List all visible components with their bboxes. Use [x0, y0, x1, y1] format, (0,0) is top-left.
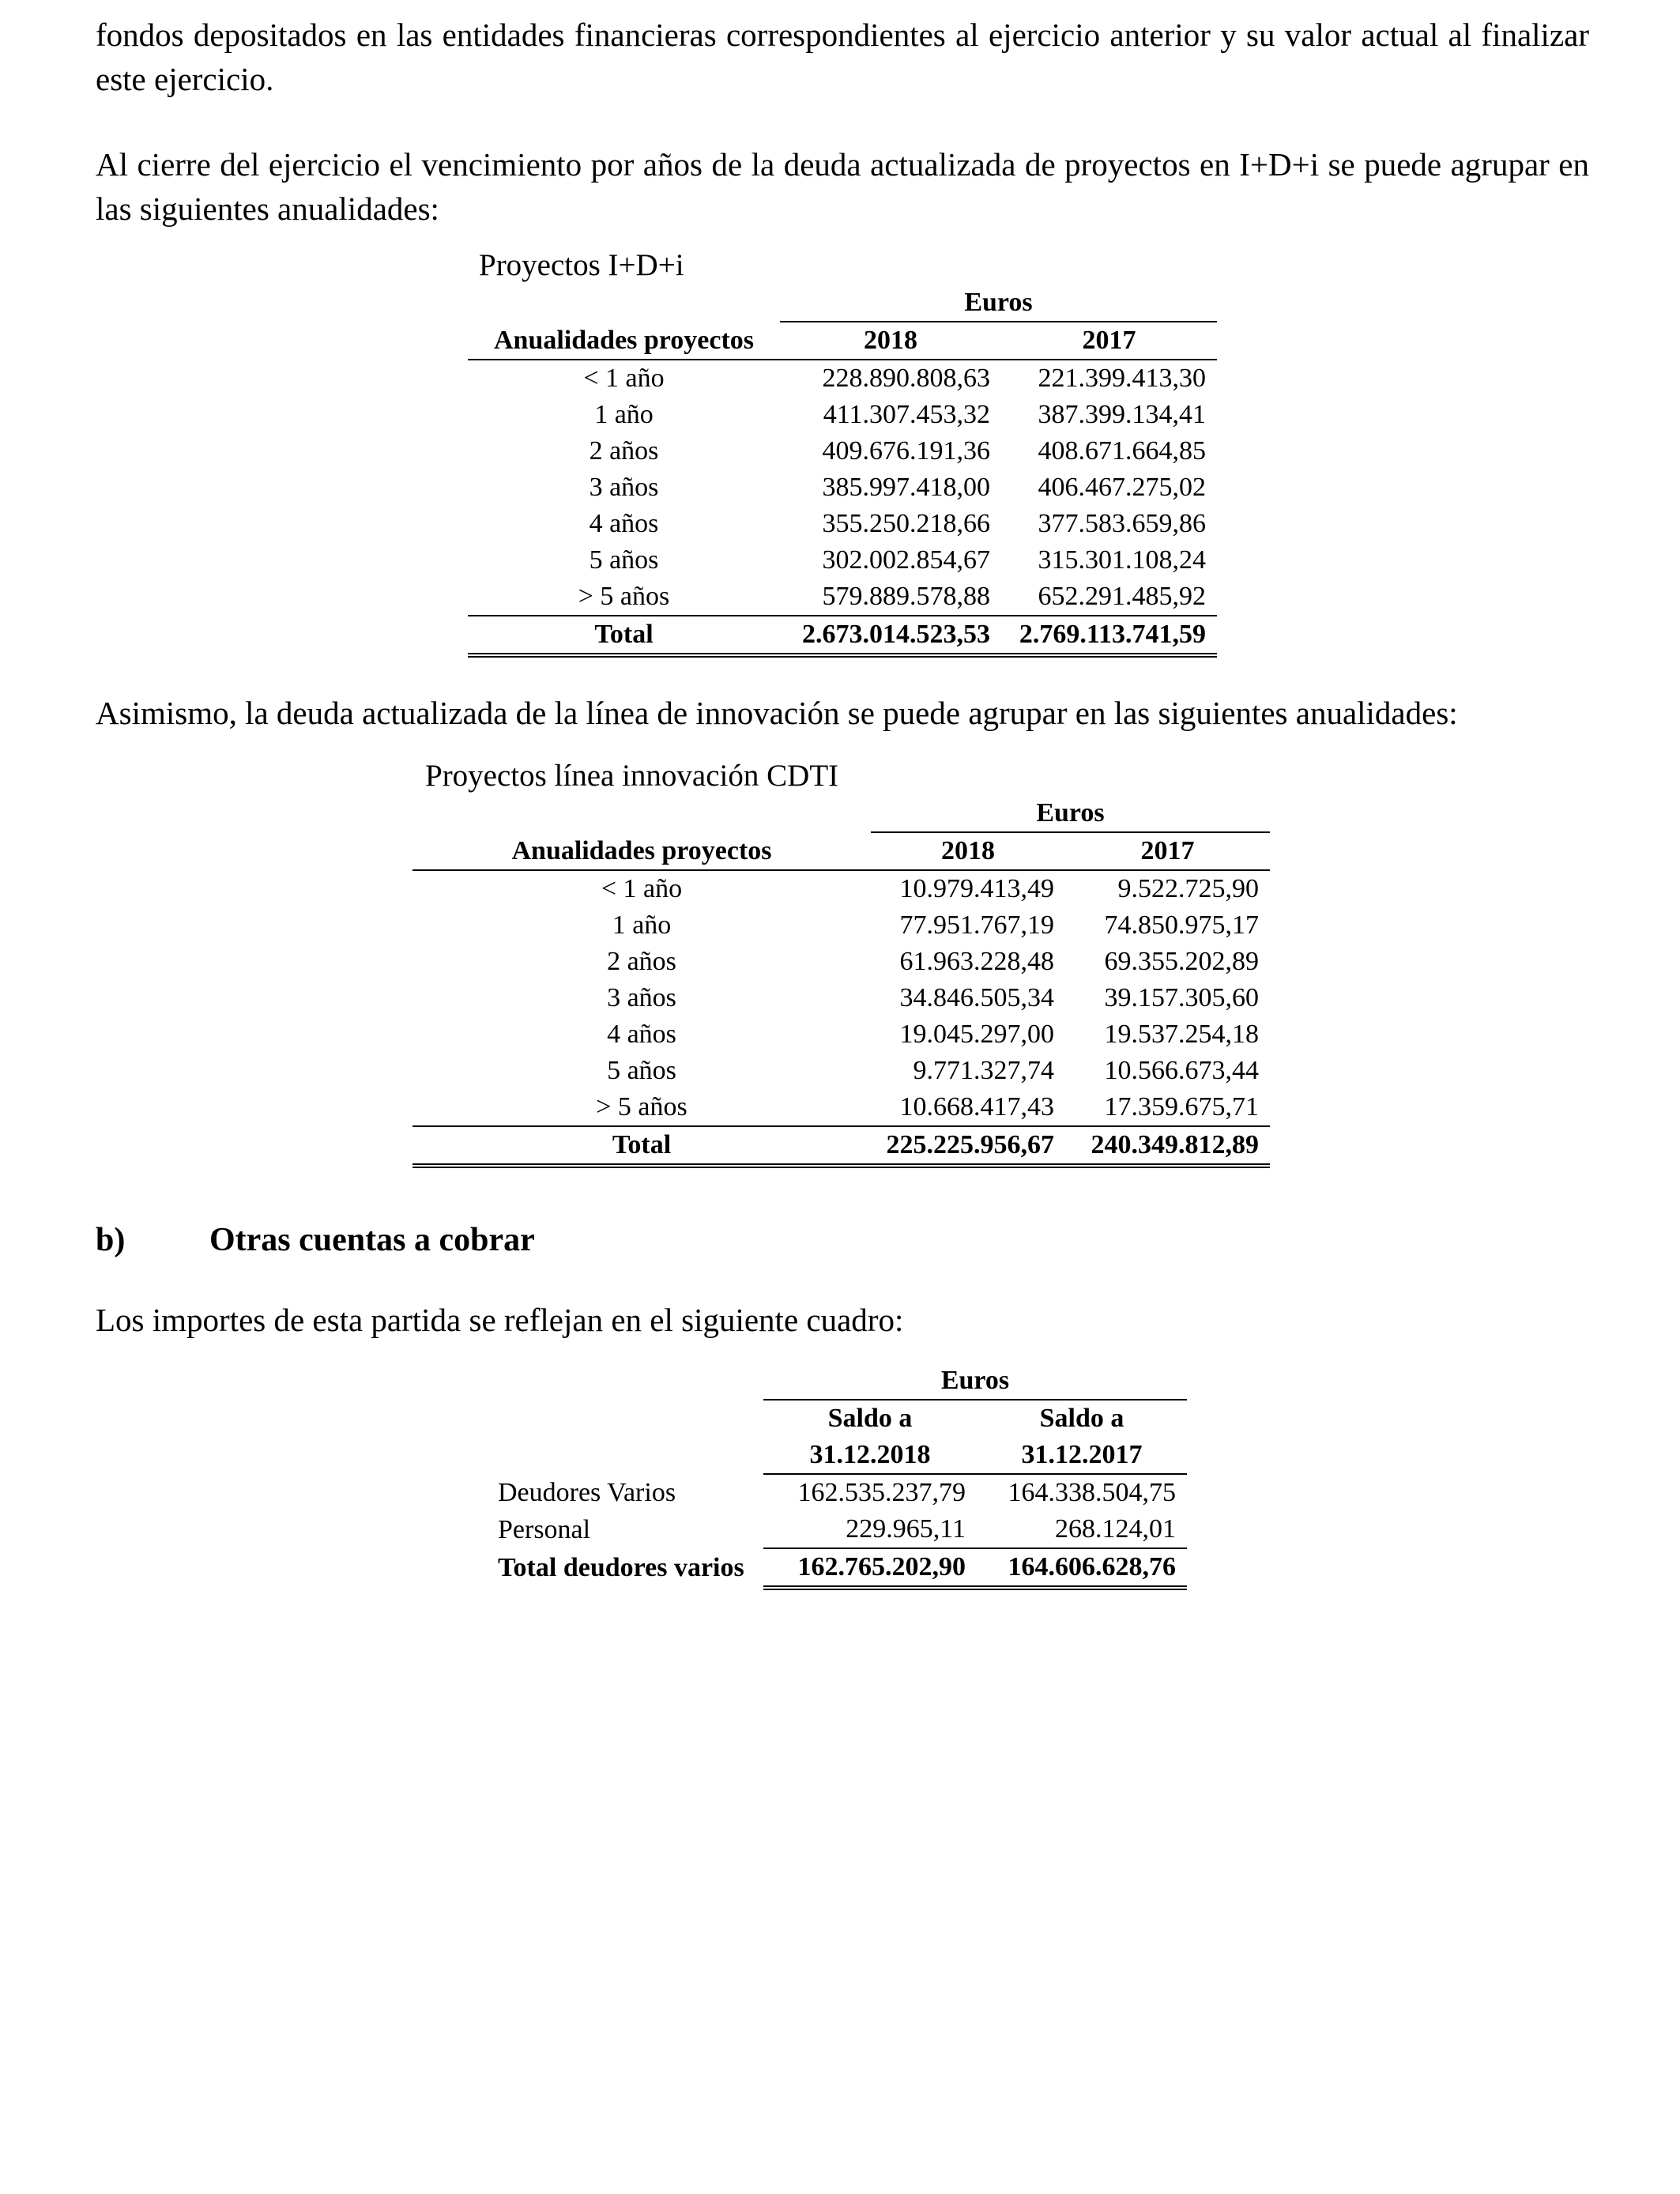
- row-label: 1 año: [594, 400, 654, 429]
- value-2018: 34.846.505,34: [899, 983, 1054, 1012]
- row-label: 5 años: [607, 1056, 676, 1085]
- value-2017: 164.338.504,75: [1008, 1478, 1176, 1507]
- row-label: 3 años: [607, 983, 676, 1012]
- value-2018: 10.668.417,43: [899, 1092, 1054, 1122]
- table-row: [468, 469, 1217, 506]
- table-row: [468, 397, 1217, 433]
- total-2017: 2.769.113.741,59: [1001, 616, 1217, 655]
- paragraph-other-receivables: Los importes de esta partida se reflejan en el siguiente cuadro:: [96, 1302, 904, 1338]
- table2-year-2018: 2018: [871, 832, 1065, 870]
- table-row: [412, 870, 1270, 907]
- table2-currency-header: Euros: [871, 795, 1270, 832]
- total-label: Total: [412, 1126, 871, 1166]
- table-row: [468, 506, 1217, 542]
- value-2017: 377.583.659,86: [1038, 509, 1206, 538]
- table2-caption: Proyectos línea innovación CDTI: [425, 759, 839, 793]
- table2-year-2017: 2017: [1065, 832, 1270, 870]
- value-2018: 229.965,11: [846, 1514, 966, 1544]
- table-row: [412, 980, 1270, 1016]
- row-label: 2 años: [607, 947, 676, 976]
- value-2017: 19.537.254,18: [1104, 1020, 1259, 1049]
- table-other-receivables: [498, 1363, 1187, 1590]
- value-2017: 17.359.675,71: [1104, 1092, 1259, 1122]
- table3-col2-date: 31.12.2017: [977, 1437, 1187, 1474]
- table1-year-2018: 2018: [780, 322, 1001, 360]
- table-total-row: [468, 616, 1217, 655]
- section-heading: [96, 1217, 535, 1263]
- table1-col-label: Anualidades proyectos: [468, 322, 780, 360]
- row-label: < 1 año: [583, 364, 665, 393]
- value-2018: 302.002.854,67: [822, 545, 990, 575]
- value-2017: 406.467.275,02: [1038, 473, 1206, 502]
- value-2018: 579.889.578,88: [822, 582, 990, 611]
- table1-currency-header: Euros: [780, 285, 1217, 322]
- row-label: > 5 años: [578, 582, 670, 611]
- table-row: [498, 1474, 1187, 1511]
- paragraph-funds: fondos depositados en las entidades financieras correspondientes al ejercicio anterior y su valor actual al finalizar este ejercicio.: [96, 17, 1589, 97]
- table-total-row: [412, 1126, 1270, 1166]
- value-2017: 221.399.413,30: [1038, 364, 1206, 393]
- section-title: Otras cuentas a cobrar: [209, 1222, 535, 1258]
- value-2018: 409.676.191,36: [822, 436, 990, 466]
- table3-col2-head: Saldo a: [1039, 1404, 1124, 1433]
- value-2017: 74.850.975,17: [1104, 910, 1259, 940]
- value-2018: 9.771.327,74: [913, 1056, 1054, 1085]
- total-label: Total: [468, 616, 780, 655]
- table2-col-label: Anualidades proyectos: [412, 832, 871, 870]
- table-total-row: [498, 1548, 1187, 1588]
- row-label: 4 años: [589, 509, 659, 538]
- value-2018: 411.307.453,32: [823, 400, 990, 429]
- value-2018: 355.250.218,66: [822, 509, 990, 538]
- row-label: 1 año: [612, 910, 672, 940]
- table-row: [412, 1016, 1270, 1053]
- value-2017: 315.301.108,24: [1038, 545, 1206, 575]
- value-2018: 228.890.808,63: [822, 364, 990, 393]
- total-2017: 240.349.812,89: [1065, 1126, 1270, 1166]
- row-label: Deudores Varios: [498, 1477, 676, 1507]
- table-row: [412, 907, 1270, 944]
- total-2017: 164.606.628,76: [977, 1548, 1187, 1588]
- row-label: < 1 año: [601, 874, 683, 903]
- value-2017: 652.291.485,92: [1038, 582, 1206, 611]
- table-idi-annualities: [468, 285, 1217, 658]
- row-label: 4 años: [607, 1020, 676, 1049]
- value-2018: 385.997.418,00: [822, 473, 990, 502]
- total-label: Total deudores varios: [498, 1553, 744, 1582]
- table1-year-2017: 2017: [1001, 322, 1217, 360]
- total-2018: 225.225.956,67: [871, 1126, 1065, 1166]
- total-2018: 2.673.014.523,53: [780, 616, 1001, 655]
- paragraph-innovation-intro: Asimismo, la deuda actualizada de la línea de innovación se puede agrupar en las siguientes anualidades:: [96, 695, 1458, 731]
- row-label: Personal: [498, 1514, 591, 1544]
- table-row: [412, 1053, 1270, 1089]
- paragraph-idi-intro: Al cierre del ejercicio el vencimiento por años de la deuda actualizada de proyectos en I+D+i se puede agrupar en las siguientes anualidades:: [96, 146, 1589, 227]
- table-row: [468, 579, 1217, 616]
- table-row: [498, 1511, 1187, 1548]
- table3-col1-date: 31.12.2018: [763, 1437, 977, 1474]
- value-2017: 69.355.202,89: [1104, 947, 1259, 976]
- table-row: [412, 944, 1270, 980]
- table3-col1-head: Saldo a: [827, 1404, 913, 1433]
- row-label: 5 años: [589, 545, 659, 575]
- value-2018: 10.979.413,49: [899, 874, 1054, 903]
- value-2018: 61.963.228,48: [899, 947, 1054, 976]
- value-2018: 162.535.237,79: [797, 1478, 966, 1507]
- value-2017: 268.124,01: [1055, 1514, 1176, 1544]
- table-row: [468, 542, 1217, 579]
- value-2017: 408.671.664,85: [1038, 436, 1206, 466]
- value-2017: 9.522.725,90: [1117, 874, 1259, 903]
- value-2017: 39.157.305,60: [1104, 983, 1259, 1012]
- table-row: [468, 433, 1217, 469]
- table1-caption: Proyectos I+D+i: [479, 248, 684, 282]
- section-letter: b): [96, 1222, 126, 1258]
- value-2018: 77.951.767,19: [899, 910, 1054, 940]
- table-cdti-annualities: [412, 795, 1270, 1168]
- row-label: > 5 años: [596, 1092, 687, 1122]
- value-2017: 387.399.134,41: [1038, 400, 1206, 429]
- value-2017: 10.566.673,44: [1104, 1056, 1259, 1085]
- table3-currency-header: Euros: [763, 1363, 1187, 1400]
- table-row: [412, 1089, 1270, 1126]
- table-row: [468, 360, 1217, 397]
- value-2018: 19.045.297,00: [899, 1020, 1054, 1049]
- row-label: 3 años: [589, 473, 659, 502]
- row-label: 2 años: [589, 436, 659, 466]
- total-2018: 162.765.202,90: [763, 1548, 977, 1588]
